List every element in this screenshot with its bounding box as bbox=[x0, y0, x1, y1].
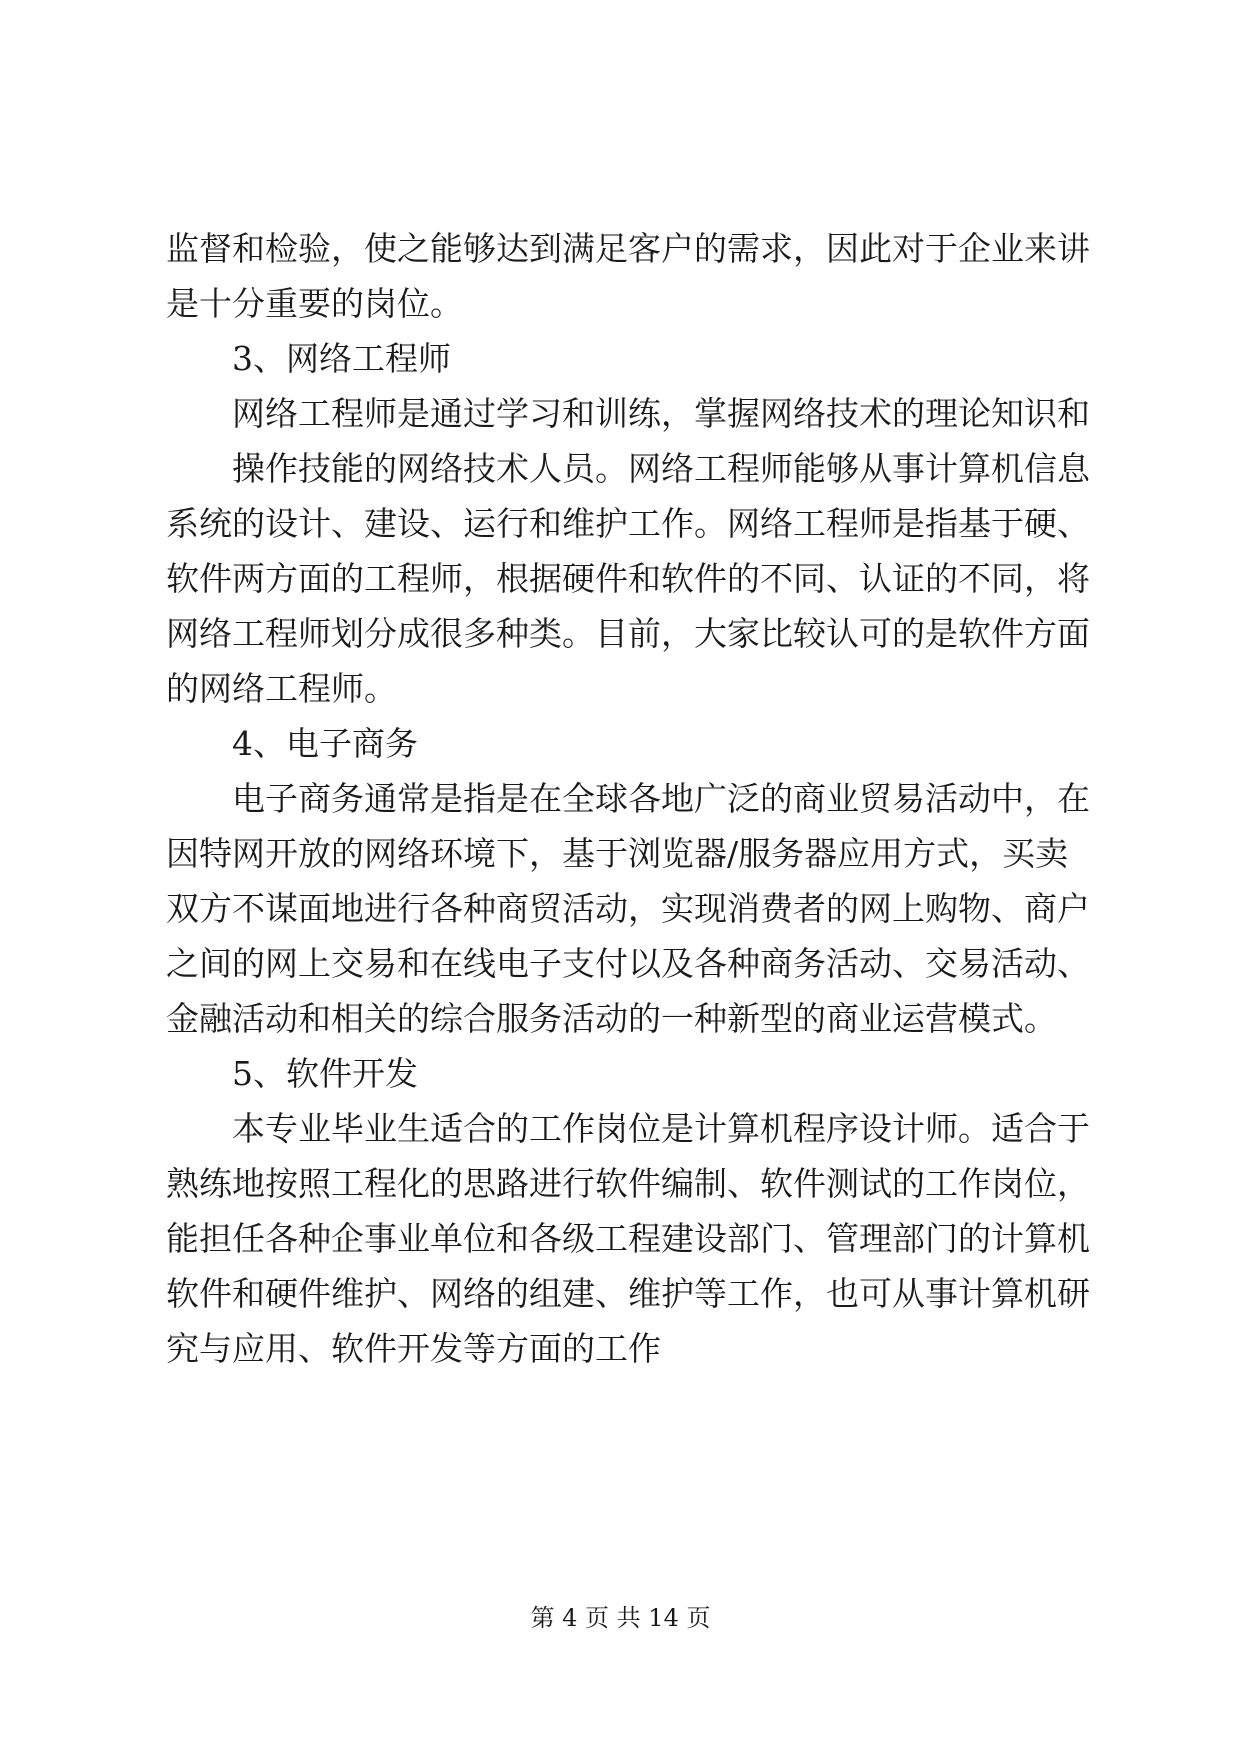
body-line: 究与应用、软件开发等方面的工作 bbox=[166, 1329, 661, 1368]
body-line: 网络工程师划分成很多种类。目前，大家比较认可的是软件方面 bbox=[166, 614, 1090, 653]
body-line: 能担任各种企事业单位和各级工程建设部门、管理部门的计算机 bbox=[166, 1219, 1090, 1258]
body-line: 熟练地按照工程化的思路进行软件编制、软件测试的工作岗位， bbox=[166, 1164, 1090, 1203]
body-line: 金融活动和相关的综合服务活动的一种新型的商业运营模式。 bbox=[166, 999, 1057, 1038]
body-line: 本专业毕业生适合的工作岗位是计算机程序设计师。适合于 bbox=[232, 1109, 1090, 1148]
body-line: 之间的网上交易和在线电子支付以及各种商务活动、交易活动、 bbox=[166, 944, 1090, 983]
body-line: 软件两方面的工程师，根据硬件和软件的不同、认证的不同，将 bbox=[166, 559, 1090, 598]
body-line: 软件和硬件维护、网络的组建、维护等工作，也可从事计算机研 bbox=[166, 1274, 1090, 1313]
section-heading-4: 4、电子商务 bbox=[232, 724, 418, 763]
page-footer: 第 4 页 共 14 页 bbox=[530, 1604, 711, 1632]
section-heading-3: 3、网络工程师 bbox=[232, 339, 451, 378]
body-line: 网络工程师是通过学习和训练，掌握网络技术的理论知识和 bbox=[232, 394, 1090, 433]
body-line: 系统的设计、建设、运行和维护工作。网络工程师是指基于硬、 bbox=[166, 504, 1090, 543]
body-line: 监督和检验，使之能够达到满足客户的需求，因此对于企业来讲 bbox=[166, 229, 1090, 268]
body-line: 电子商务通常是指是在全球各地广泛的商业贸易活动中，在 bbox=[232, 779, 1090, 818]
section-heading-5: 5、软件开发 bbox=[232, 1054, 418, 1093]
body-line: 的网络工程师。 bbox=[166, 669, 397, 708]
body-line: 操作技能的网络技术人员。网络工程师能够从事计算机信息 bbox=[232, 449, 1090, 488]
body-line: 是十分重要的岗位。 bbox=[166, 284, 463, 323]
body-line: 双方不谋面地进行各种商贸活动，实现消费者的网上购物、商户 bbox=[166, 889, 1090, 928]
body-line: 因特网开放的网络环境下，基于浏览器/服务器应用方式，买卖 bbox=[166, 834, 1069, 873]
